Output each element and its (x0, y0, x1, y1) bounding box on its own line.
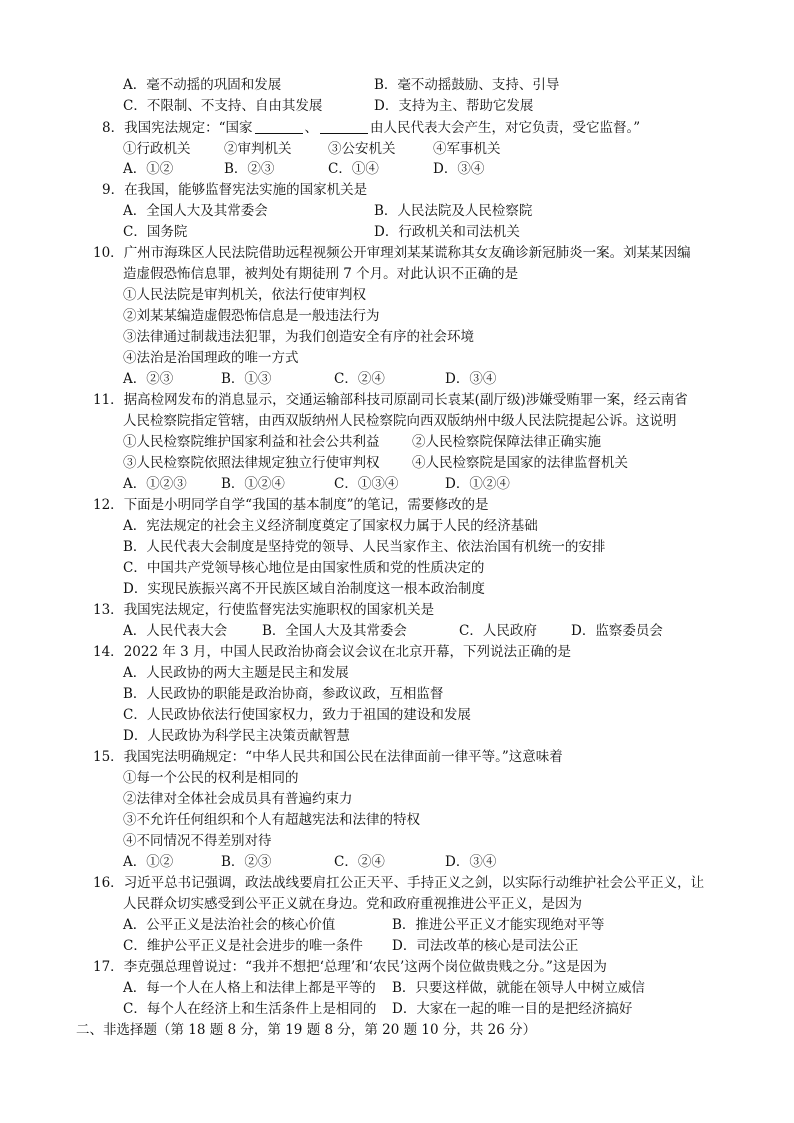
question-15-stem: 15．我国宪法明确规定：“中华人民共和国公民在法律面前一律平等。”这意味着 (93, 749, 563, 765)
q8-item: ③公安机关 (328, 141, 396, 157)
question-10-stem: 10．广州市海珠区人民法院借助远程视频公开审理刘某某谎称其女友确诊新冠肺炎一案。刘某某因编 (93, 245, 691, 261)
q15-item: ④不同情况不得差别对待 (123, 833, 272, 849)
q9-option-c: C．国务院 (123, 224, 188, 240)
q15-option-a: A．①② (123, 854, 174, 870)
q16-option-a: A．公平正义是法治社会的核心价值 (123, 917, 336, 933)
q17-option-b: B．只要这样做，就能在领导人中树立威信 (392, 980, 645, 996)
q15-item: ③不允许任何组织和个人有超越宪法和法律的特权 (123, 812, 420, 828)
q13-option-c: C．人民政府 (459, 623, 537, 639)
q11-item: ①人民检察院维护国家利益和社会公共利益 (123, 434, 380, 450)
section-2-title: 二、非选择题（第 18 题 8 分，第 19 题 8 分，第 20 题 10 分，共 26 分） (76, 1022, 537, 1038)
q17-option-c: C．每个人在经济上和生活条件上是相同的 (123, 1001, 377, 1017)
q15-item: ②法律对全体社会成员具有普遍约束力 (123, 791, 353, 807)
q8-item: ①行政机关 (123, 141, 191, 157)
question-number: 12． (93, 497, 124, 513)
q14-option-c: C．人民政协依法行使国家权力，致力于祖国的建设和发展 (123, 707, 471, 723)
question-11-stem-cont: 人民检察院指定管辖，由西双版纳州人民检察院向西双版纳州中级人民法院提起公诉。这说明 (123, 413, 677, 429)
q8-item: ②审判机关 (224, 141, 292, 157)
q8-option-d: D．③④ (433, 161, 485, 177)
question-8-stem: 8．我国宪法规定：“国家 、 由人民代表大会产生，对它负责，受它监督。” (102, 120, 641, 136)
q15-item: ①每一个公民的权利是相同的 (123, 770, 299, 786)
q17-option-a: A．每一个人在人格上和法律上都是平等的 (123, 980, 376, 996)
question-10-stem-cont: 造虚假恐怖信息罪，被判处有期徒刑 7 个月。对此认识不正确的是 (123, 266, 519, 282)
q16-option-c: C．维护公平正义是社会进步的唯一条件 (123, 938, 363, 954)
q11-option-c: C．①③④ (334, 476, 399, 492)
question-14-stem: 14．2022 年 3 月，中国人民政治协商会议会议在北京开幕，下列说法正确的是 (93, 644, 572, 660)
question-number: 17． (93, 959, 124, 975)
question-number: 15． (93, 749, 124, 765)
q12-option-c: C．中国共产党领导核心地位是由国家性质和党的性质决定的 (123, 560, 485, 576)
q10-option-d: D．③④ (445, 371, 497, 387)
q16-option-d: D．司法改革的核心是司法公正 (392, 938, 579, 954)
fill-blank (320, 119, 368, 134)
q10-option-c: C．②④ (334, 371, 385, 387)
q7-option-c: C．不限制、不支持、自由其发展 (123, 98, 323, 114)
q10-item: ④法治是治国理政的唯一方式 (123, 350, 299, 366)
q11-option-a: A．①②③ (123, 476, 187, 492)
question-number: 13． (93, 602, 124, 618)
q15-option-d: D．③④ (445, 854, 497, 870)
q9-option-d: D．行政机关和司法机关 (374, 224, 520, 240)
q8-item: ④军事机关 (433, 141, 501, 157)
q10-item: ②刘某某编造虚假恐怖信息是一般违法行为 (123, 308, 380, 324)
question-16-stem: 16．习近平总书记强调，政法战线要肩扛公正天平、手持正义之剑，以实际行动维护社会公平正义，让 (93, 875, 705, 891)
question-16-stem-cont: 人民群众切实感受到公平正义就在身边。党和政府重视推进公平正义，是因为 (123, 896, 582, 912)
q13-option-a: A．人民代表大会 (123, 623, 228, 639)
q10-item: ①人民法院是审判机关，依法行使审判权 (123, 287, 366, 303)
question-11-stem: 11．据高检网发布的消息显示，交通运输部科技司原副司长袁某(副厅级)涉嫌受贿罪一案，经云南省 (93, 392, 688, 408)
q13-option-b: B．全国人大及其常委会 (262, 623, 407, 639)
question-9-stem: 9．在我国，能够监督宪法实施的国家机关是 (102, 182, 368, 198)
question-17-stem: 17．李克强总理曾说过：“我并不想把‘总理’和‘农民’这两个岗位做贵贱之分。”这是因为 (93, 959, 607, 975)
q17-option-d: D．大家在一起的唯一目的是把经济搞好 (392, 1001, 633, 1017)
q12-option-a: A．宪法规定的社会主义经济制度奠定了国家权力属于人民的经济基础 (123, 518, 538, 534)
question-number: 14． (93, 644, 124, 660)
question-number: 16． (93, 875, 124, 891)
q15-option-b: B．②③ (221, 854, 272, 870)
q11-option-b: B．①②④ (221, 476, 285, 492)
question-12-stem: 12．下面是小明同学自学“我国的基本制度”的笔记，需要修改的是 (93, 497, 489, 513)
q9-option-b: B．人民法院及人民检察院 (374, 203, 533, 219)
q7-option-b: B．毫不动摇鼓励、支持、引导 (374, 77, 560, 93)
q14-option-b: B．人民政协的职能是政治协商，参政议政，互相监督 (123, 686, 444, 702)
q9-option-a: A．全国人大及其常委会 (123, 203, 268, 219)
question-number: 10． (93, 245, 124, 261)
question-13-stem: 13．我国宪法规定，行使监督宪法实施职权的国家机关是 (93, 602, 435, 618)
question-number: 11． (93, 392, 124, 408)
q12-option-b: B．人民代表大会制度是坚持党的领导、人民当家作主、依法治国有机统一的安排 (123, 539, 606, 555)
q14-option-a: A．人民政协的两大主题是民主和发展 (123, 665, 349, 681)
q8-option-b: B．②③ (224, 161, 275, 177)
q12-option-d: D．实现民族振兴离不开民族区域自治制度这一根本政治制度 (123, 581, 485, 597)
q8-option-c: C．①④ (328, 161, 379, 177)
q11-item: ④人民检察院是国家的法律监督机关 (412, 455, 628, 471)
fill-blank (255, 119, 303, 134)
q7-option-d: D．支持为主、帮助它发展 (374, 98, 534, 114)
q10-item: ③法律通过制裁违法犯罪，为我们创造安全有序的社会环境 (123, 329, 474, 345)
q15-option-c: C．②④ (334, 854, 385, 870)
question-number: 9． (102, 182, 125, 198)
q11-item: ②人民检察院保障法律正确实施 (412, 434, 601, 450)
q13-option-d: D．监察委员会 (571, 623, 663, 639)
q16-option-b: B．推进公平正义才能实现绝对平等 (392, 917, 605, 933)
q10-option-b: B．①③ (221, 371, 272, 387)
q11-item: ③人民检察院依照法律规定独立行使审判权 (123, 455, 380, 471)
q11-option-d: D．①②④ (445, 476, 510, 492)
q10-option-a: A．②③ (123, 371, 174, 387)
q8-option-a: A．①② (123, 161, 174, 177)
question-number: 8． (102, 120, 125, 136)
q14-option-d: D．人民政协为科学民主决策贡献智慧 (123, 728, 350, 744)
q7-option-a: A．毫不动摇的巩固和发展 (123, 77, 282, 93)
